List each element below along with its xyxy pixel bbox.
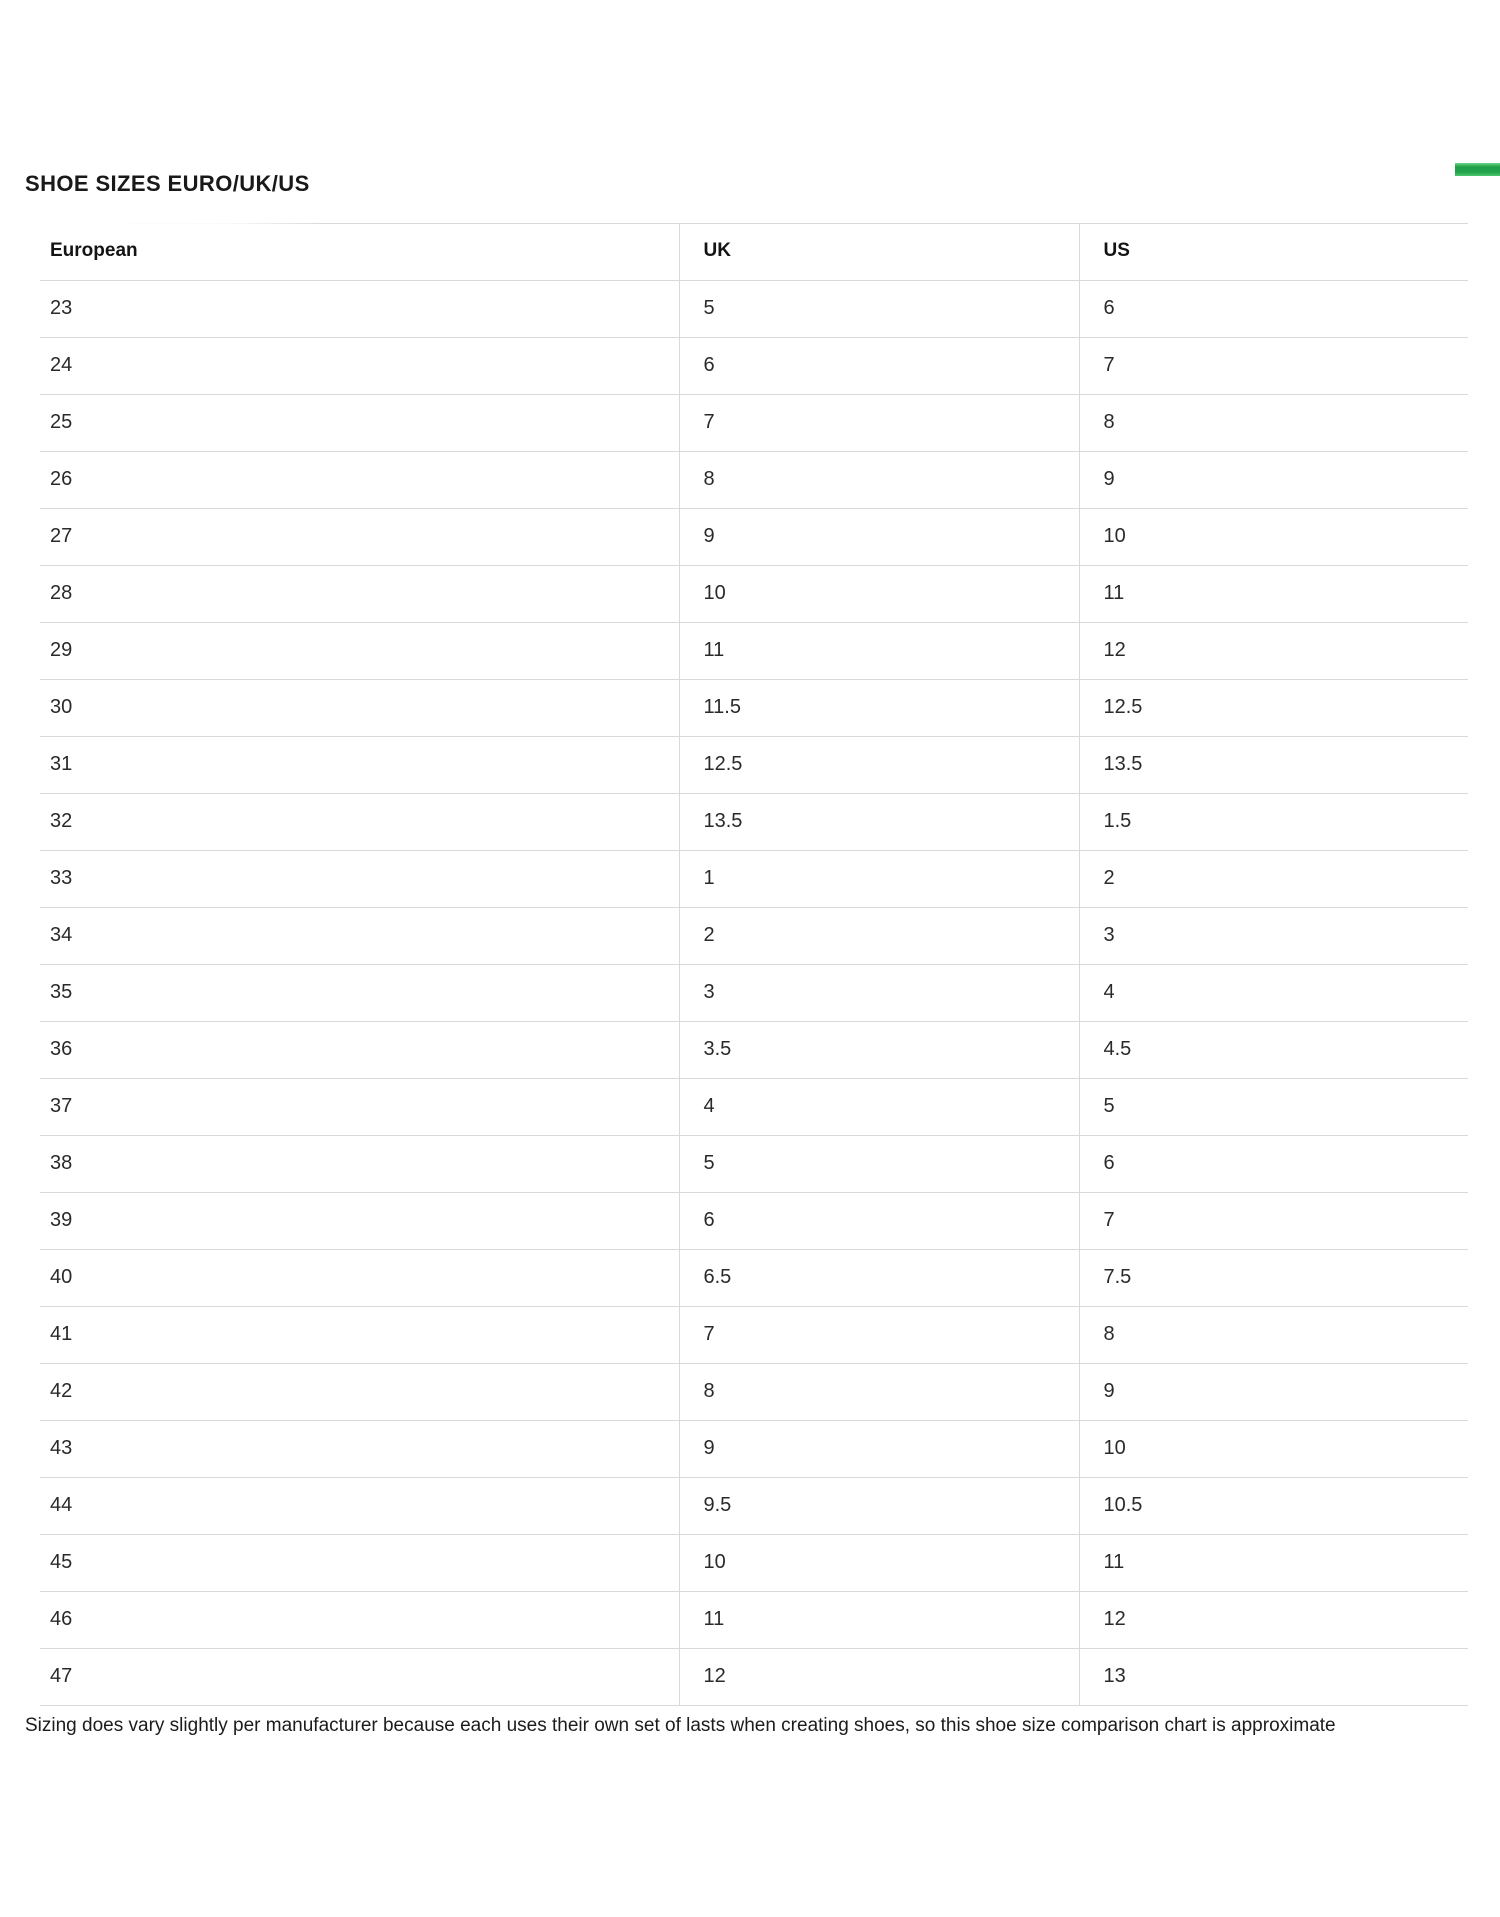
cell-european: 28 xyxy=(40,565,679,622)
cell-european: 39 xyxy=(40,1192,679,1249)
cell-us: 4.5 xyxy=(1079,1021,1468,1078)
cell-uk: 11 xyxy=(679,622,1079,679)
table-row xyxy=(40,907,1468,964)
cell-us: 13.5 xyxy=(1079,736,1468,793)
table-row xyxy=(40,1477,1468,1534)
cell-european: 32 xyxy=(40,793,679,850)
table-row xyxy=(40,622,1468,679)
cell-european: 36 xyxy=(40,1021,679,1078)
cell-european: 35 xyxy=(40,964,679,1021)
cell-us: 10.5 xyxy=(1079,1477,1468,1534)
table-header-row xyxy=(40,223,1468,280)
cell-us: 8 xyxy=(1079,1306,1468,1363)
table-row xyxy=(40,508,1468,565)
cell-us: 10 xyxy=(1079,1420,1468,1477)
cell-european: 42 xyxy=(40,1363,679,1420)
cell-uk: 4 xyxy=(679,1078,1079,1135)
cell-european: 34 xyxy=(40,907,679,964)
cell-us: 13 xyxy=(1079,1648,1468,1705)
cell-us: 11 xyxy=(1079,1534,1468,1591)
cell-european: 38 xyxy=(40,1135,679,1192)
cell-european: 29 xyxy=(40,622,679,679)
cell-us: 8 xyxy=(1079,394,1468,451)
cell-us: 3 xyxy=(1079,907,1468,964)
column-header-uk: UK xyxy=(679,223,1079,280)
table-row xyxy=(40,1363,1468,1420)
cell-european: 30 xyxy=(40,679,679,736)
cell-uk: 11 xyxy=(679,1591,1079,1648)
cell-us: 7.5 xyxy=(1079,1249,1468,1306)
cell-uk: 1 xyxy=(679,850,1079,907)
table-row xyxy=(40,964,1468,1021)
cell-us: 12 xyxy=(1079,622,1468,679)
cell-european: 37 xyxy=(40,1078,679,1135)
cell-uk: 13.5 xyxy=(679,793,1079,850)
cell-european: 31 xyxy=(40,736,679,793)
cell-uk: 6.5 xyxy=(679,1249,1079,1306)
green-accent-bar xyxy=(1455,163,1500,176)
table-row xyxy=(40,1648,1468,1705)
cell-us: 4 xyxy=(1079,964,1468,1021)
cell-european: 46 xyxy=(40,1591,679,1648)
cell-european: 25 xyxy=(40,394,679,451)
cell-european: 24 xyxy=(40,337,679,394)
cell-us: 6 xyxy=(1079,1135,1468,1192)
table-row xyxy=(40,1192,1468,1249)
cell-uk: 3 xyxy=(679,964,1079,1021)
page-title: SHOE SIZES EURO/UK/US xyxy=(25,171,310,196)
table-row xyxy=(40,1249,1468,1306)
table-top-border xyxy=(40,223,1468,224)
cell-european: 23 xyxy=(40,280,679,337)
cell-us: 9 xyxy=(1079,1363,1468,1420)
cell-uk: 10 xyxy=(679,565,1079,622)
cell-uk: 7 xyxy=(679,394,1079,451)
cell-us: 9 xyxy=(1079,451,1468,508)
table-row xyxy=(40,1021,1468,1078)
cell-european: 43 xyxy=(40,1420,679,1477)
cell-us: 12.5 xyxy=(1079,679,1468,736)
table-row xyxy=(40,337,1468,394)
table-row xyxy=(40,394,1468,451)
table-row xyxy=(40,850,1468,907)
cell-european: 33 xyxy=(40,850,679,907)
cell-european: 40 xyxy=(40,1249,679,1306)
cell-uk: 7 xyxy=(679,1306,1079,1363)
cell-us: 12 xyxy=(1079,1591,1468,1648)
cell-us: 10 xyxy=(1079,508,1468,565)
cell-european: 45 xyxy=(40,1534,679,1591)
cell-european: 47 xyxy=(40,1648,679,1705)
cell-european: 44 xyxy=(40,1477,679,1534)
cell-uk: 5 xyxy=(679,1135,1079,1192)
cell-uk: 8 xyxy=(679,451,1079,508)
cell-us: 5 xyxy=(1079,1078,1468,1135)
table-row xyxy=(40,1534,1468,1591)
table-row xyxy=(40,1420,1468,1477)
table-row xyxy=(40,1078,1468,1135)
cell-uk: 11.5 xyxy=(679,679,1079,736)
cell-us: 6 xyxy=(1079,280,1468,337)
cell-us: 7 xyxy=(1079,337,1468,394)
cell-uk: 5 xyxy=(679,280,1079,337)
cell-uk: 6 xyxy=(679,337,1079,394)
sizing-disclaimer-text: Sizing does vary slightly per manufacturer because each uses their own set of lasts when creating shoes, so this shoe size comparison chart is approximate xyxy=(25,1715,1336,1736)
table-row xyxy=(40,736,1468,793)
cell-us: 2 xyxy=(1079,850,1468,907)
table-row xyxy=(40,1591,1468,1648)
cell-uk: 3.5 xyxy=(679,1021,1079,1078)
table-row xyxy=(40,1135,1468,1192)
cell-uk: 9 xyxy=(679,508,1079,565)
cell-us: 1.5 xyxy=(1079,793,1468,850)
table-row xyxy=(40,679,1468,736)
cell-uk: 2 xyxy=(679,907,1079,964)
cell-uk: 9 xyxy=(679,1420,1079,1477)
table-row xyxy=(40,565,1468,622)
table-row xyxy=(40,280,1468,337)
cell-us: 11 xyxy=(1079,565,1468,622)
size-conversion-table xyxy=(40,223,1468,1706)
cell-european: 26 xyxy=(40,451,679,508)
table-row xyxy=(40,793,1468,850)
cell-uk: 8 xyxy=(679,1363,1079,1420)
table-row xyxy=(40,451,1468,508)
cell-european: 41 xyxy=(40,1306,679,1363)
cell-us: 7 xyxy=(1079,1192,1468,1249)
column-header-european: European xyxy=(40,223,679,280)
cell-uk: 6 xyxy=(679,1192,1079,1249)
cell-uk: 10 xyxy=(679,1534,1079,1591)
cell-uk: 12.5 xyxy=(679,736,1079,793)
table-row xyxy=(40,1306,1468,1363)
cell-uk: 9.5 xyxy=(679,1477,1079,1534)
cell-european: 27 xyxy=(40,508,679,565)
column-header-us: US xyxy=(1079,223,1468,280)
cell-uk: 12 xyxy=(679,1648,1079,1705)
